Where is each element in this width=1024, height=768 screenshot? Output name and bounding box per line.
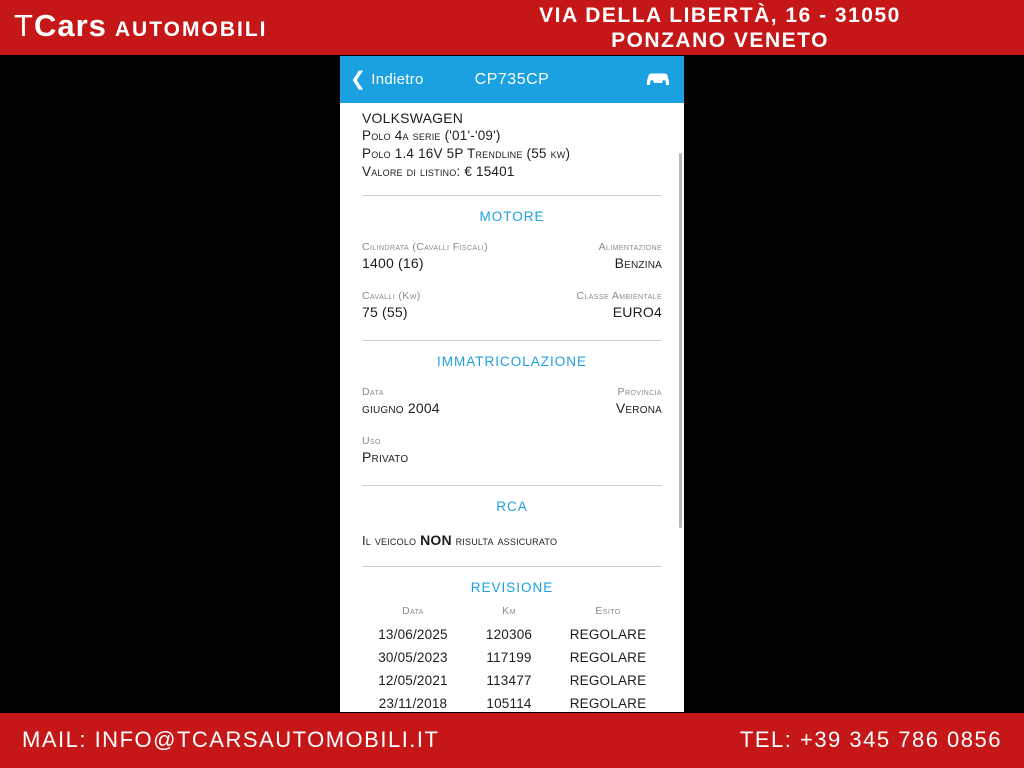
field-alimentazione-label: Alimentazione [598,241,662,253]
table-row [362,669,662,692]
field-cavalli [362,289,506,322]
motore-row-2 [362,289,662,322]
field-provincia-value: Verona [615,400,662,416]
field-cavalli-label: Cavalli (Kw) [362,290,421,302]
site-header [0,0,1024,55]
app-navbar [340,56,684,103]
header-address-line2: PONZANO VENETO [611,29,829,52]
motore-row-1 [362,240,662,273]
header-address-line1: VIA DELLA LIBERTÀ, 16 - 31050 [539,4,901,27]
cell-data: 23/11/2018 [378,696,448,711]
footer-tel: TEL: +39 345 786 0856 [739,727,1002,752]
brand-logo-cars: Cars [33,8,107,43]
table-header-row [362,605,662,623]
cell-data: 12/05/2021 [378,673,448,688]
table-row [362,692,662,712]
vehicle-summary [362,103,662,181]
app-content [340,103,684,712]
brand-logo-t: T [14,8,34,43]
section-title-motore: MOTORE [479,209,545,224]
app-panel [340,56,684,712]
site-footer [0,713,1024,768]
cell-km: 113477 [486,673,532,688]
immatricolazione-row-1 [362,385,662,418]
field-classe-ambientale-value: EURO4 [612,304,662,320]
field-uso-label: Uso [362,435,381,447]
immatricolazione-row-2 [362,434,662,467]
back-button[interactable] [350,70,424,89]
field-classe-ambientale-label: Classe Ambientale [576,290,662,302]
field-uso [362,434,506,467]
revisione-table [362,605,662,712]
cell-data: 13/06/2025 [378,627,448,642]
cell-esito: REGOLARE [569,673,647,688]
car-icon[interactable] [644,67,672,89]
rca-text-strong: NON [420,532,452,548]
column-header-esito: Esito [595,605,621,617]
page-title: CP735CP [474,70,550,88]
field-data-immatricolazione-label: Data [362,386,384,398]
table-row [362,623,662,646]
divider [362,485,662,486]
field-cilindrata-value: 1400 (16) [362,255,424,271]
field-cilindrata [362,240,506,273]
field-provincia-label: Provincia [617,386,662,398]
field-uso-value: Privato [362,449,409,465]
column-header-data: Data [402,605,424,617]
vehicle-model-series: Polo 4a serie ('01'-'09') [362,128,501,143]
section-title-immatricolazione: IMMATRICOLAZIONE [436,354,587,369]
rca-text-after: risulta assicurato [451,533,558,548]
field-data-immatricolazione-value: giugno 2004 [362,400,440,416]
rca-status [362,532,662,548]
cell-km: 117199 [486,650,532,665]
table-row [362,646,662,669]
divider [362,566,662,567]
cell-km: 120306 [485,627,533,642]
field-uso-spacer [518,434,662,467]
footer-mail: MAIL: INFO@TCARSAUTOMOBILI.IT [22,727,440,752]
column-header-km: Km [502,605,516,617]
field-classe-ambientale [518,289,662,322]
field-alimentazione-value: Benzina [614,255,662,271]
cell-esito: REGOLARE [569,650,647,665]
rca-text-before: Il veicolo [362,533,421,548]
chevron-left-icon: ❮ [350,69,367,90]
cell-esito: REGOLARE [569,696,647,711]
section-title-rca: RCA [496,499,528,514]
brand-logo-subtitle: AUTOMOBILI [114,18,268,41]
cell-data: 30/05/2023 [378,650,448,665]
cell-esito: REGOLARE [569,627,647,642]
section-title-revisione: REVISIONE [470,580,554,595]
back-button-label: Indietro [371,71,424,88]
content-scrollbar[interactable] [679,153,682,528]
field-cilindrata-label: Cilindrata (Cavalli Fiscali) [362,241,489,253]
field-alimentazione [518,240,662,273]
field-cavalli-value: 75 (55) [362,304,408,320]
field-provincia [518,385,662,418]
divider [362,340,662,341]
brand-logo [14,8,267,44]
divider [362,195,662,196]
cell-km: 105114 [486,696,532,711]
header-address [430,3,1010,53]
field-data-immatricolazione [362,385,506,418]
vehicle-make: VOLKSWAGEN [362,110,464,126]
vehicle-list-price: Valore di listino: € 15401 [362,164,515,179]
vehicle-version: Polo 1.4 16V 5P Trendline (55 kw) [362,146,571,161]
